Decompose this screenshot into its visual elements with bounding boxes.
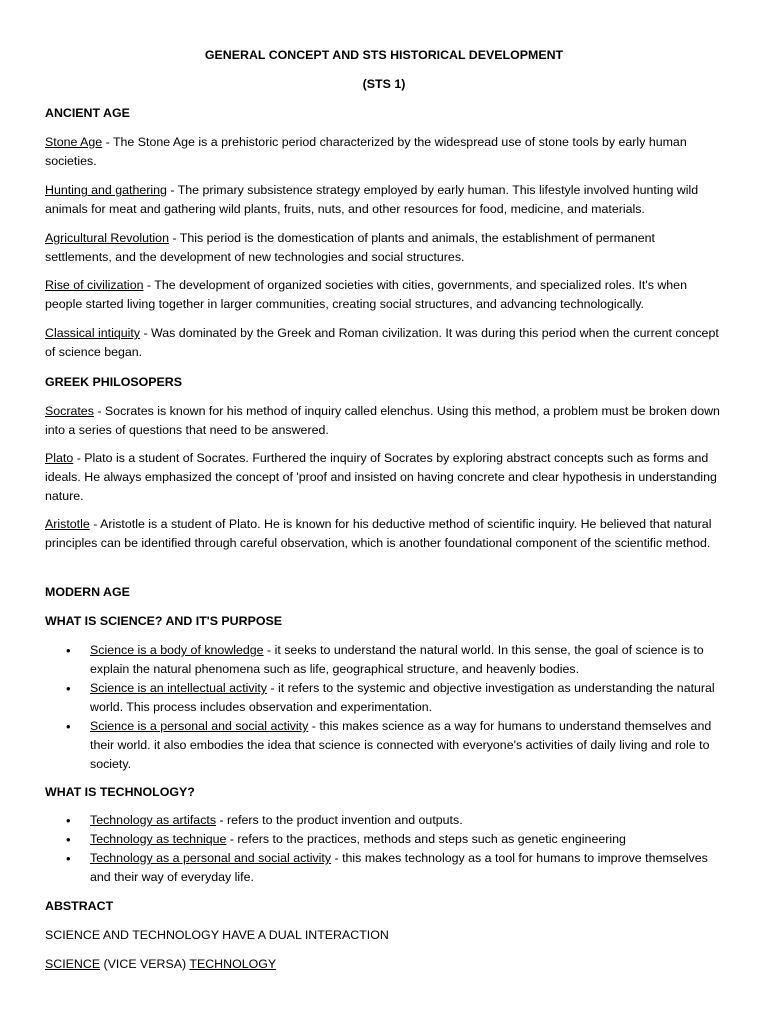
list-item — [45, 679, 721, 717]
entry-text: - This period is the domestication of plants and animals, the establishment of permanent settlements, and the development of new technologies and social structures. — [45, 231, 655, 264]
entry-text: - Plato is a student of Socrates. Furthered the inquiry of Socrates by exploring abstract concepts such as forms and ideals. He always emphasized the concept of 'proof and insisted on having concrete and clear hypothesis in understanding nature. — [45, 451, 717, 503]
entry-term: Agricultural Revolution — [45, 231, 169, 245]
technology-term: TECHNOLOGY — [189, 957, 277, 971]
list-item — [45, 849, 721, 887]
entry-text: - Socrates is known for his method of inquiry called elenchus. Using this method, a problem must be broken down into a series of questions that need to be answered. — [45, 404, 720, 437]
document-subtitle: (STS 1) — [362, 77, 406, 91]
list-item-text: - this makes technology as a tool for humans to improve themselves and their way of everyday life. — [90, 851, 708, 884]
section-heading-ancient-age: ANCIENT AGE — [45, 106, 130, 120]
bullet-icon: • — [66, 643, 71, 658]
entry-term: Stone Age — [45, 135, 103, 149]
entry-paragraph — [45, 324, 721, 362]
document-title: GENERAL CONCEPT AND STS HISTORICAL DEVELOPMENT — [204, 48, 564, 62]
entry-term: Classical intiquity — [45, 326, 141, 340]
bullet-icon: • — [66, 832, 71, 847]
bullet-icon: • — [66, 813, 71, 828]
science-term: SCIENCE — [45, 957, 101, 971]
section-heading-greek-philosophers: GREEK PHILOSOPERS — [45, 375, 183, 389]
abstract-relation-line — [45, 955, 721, 974]
entry-paragraph — [45, 515, 721, 553]
entry-term: Hunting and gathering — [45, 183, 167, 197]
list-item — [45, 641, 721, 679]
entry-term: Plato — [45, 451, 74, 465]
list-item-term: Technology as a personal and social activity — [90, 851, 332, 865]
entry-text: - The development of organized societies with cities, governments, and specialized roles. It's when people started living together in larger communities, creating social structures, and advancing technologically. — [45, 278, 687, 311]
bullet-icon: • — [66, 851, 71, 866]
entry-paragraph — [45, 181, 721, 219]
entry-term: Rise of civilization — [45, 278, 144, 292]
list-item-term: Science is a personal and social activity — [90, 719, 309, 733]
relation-text: (VICE VERSA) — [100, 957, 190, 971]
technology-list — [45, 811, 721, 887]
list-item-text: - it seeks to understand the natural world. In this sense, the goal of science is to explain the natural phenomena such as life, geographical structure, and heavenly bodies. — [90, 643, 704, 676]
section-heading-abstract: ABSTRACT — [45, 899, 114, 913]
section-heading-technology: WHAT IS TECHNOLOGY? — [45, 785, 195, 799]
list-item — [45, 717, 721, 774]
list-item-term: Technology as technique — [90, 832, 227, 846]
list-item-term: Technology as artifacts — [90, 813, 217, 827]
entry-paragraph — [45, 402, 721, 440]
bullet-icon: • — [66, 681, 71, 696]
list-item — [45, 830, 721, 849]
entry-paragraph — [45, 229, 721, 267]
entry-text: - Aristotle is a student of Plato. He is known for his deductive method of scientific inquiry. He believed that natural principles can be identified through careful observation, which is another foundational component of the scientific method. — [45, 517, 712, 550]
list-item-text: - refers to the practices, methods and steps such as genetic engineering — [226, 832, 626, 846]
entry-paragraph — [45, 449, 721, 506]
list-item-term: Science is a body of knowledge — [90, 643, 264, 657]
list-item-term: Science is an intellectual activity — [90, 681, 267, 695]
entry-term: Aristotle — [45, 517, 90, 531]
abstract-line: SCIENCE AND TECHNOLOGY HAVE A DUAL INTERACTION — [45, 928, 389, 942]
list-item-text: - refers to the product invention and outputs. — [216, 813, 463, 827]
science-list — [45, 641, 721, 774]
entry-term: Socrates — [45, 404, 94, 418]
list-item-text: - this makes science as a way for humans to understand themselves and their world. it also embodies the idea that science is connected with everyone's activities of daily living and role to society. — [90, 719, 712, 771]
entry-text: - Was dominated by the Greek and Roman civilization. It was during this period when the current concept of science began. — [45, 326, 719, 359]
entry-paragraph — [45, 133, 721, 171]
bullet-icon: • — [66, 719, 71, 734]
entry-paragraph — [45, 276, 721, 314]
entry-text: - The Stone Age is a prehistoric period characterized by the widespread use of stone tools by early human societies. — [45, 135, 687, 168]
section-heading-modern-age: MODERN AGE — [45, 585, 130, 599]
section-heading-science: WHAT IS SCIENCE? AND IT'S PURPOSE — [45, 614, 283, 628]
entry-text: - The primary subsistence strategy employed by early human. This lifestyle involved hunting wild animals for meat and gathering wild plants, fruits, nuts, and other resources for food, medicine, and materials. — [45, 183, 699, 216]
list-item — [45, 811, 721, 830]
list-item-text: - it refers to the systemic and objective investigation as understanding the natural world. This process includes observation and experimentation. — [90, 681, 715, 714]
